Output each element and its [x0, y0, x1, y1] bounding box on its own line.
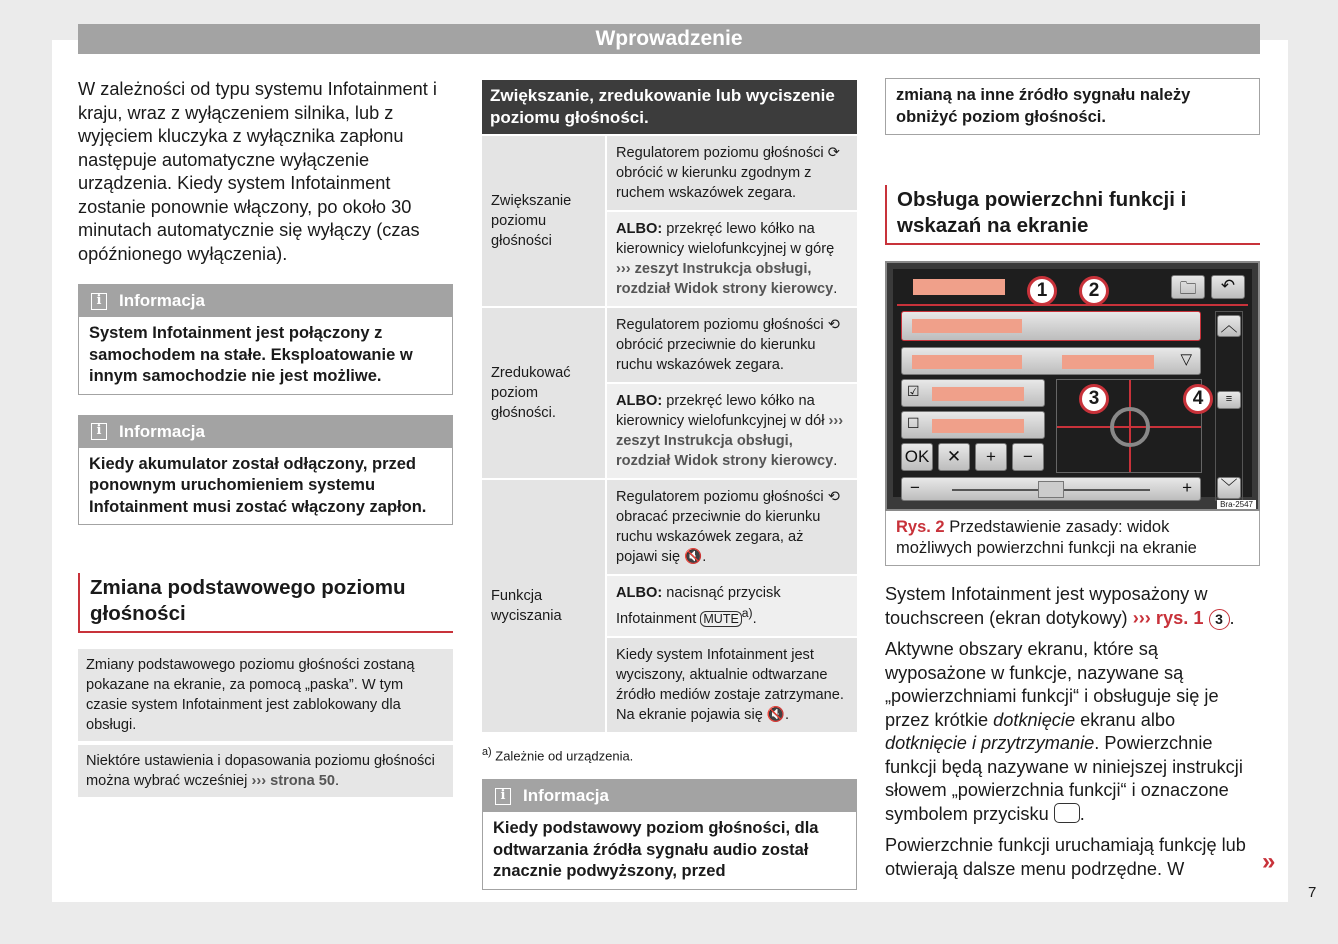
row-label: Zwiększanie poziomu głośności: [482, 136, 605, 306]
paragraph: Aktywne obszary ekranu, które są wyposażone w funkcje, nazywane są „powierzchniami funkcji“ i obsługuje się je przez krótkie dotknięcie ekranu albo dotknięcie i przytrzymanie. Powierzchnie funkcji będą nazywane w niniejszej instrukcji słowem „powierzchnia funkcji“ i oznaczone symbolem przycisku .: [885, 639, 1243, 824]
cell: Kiedy system Infotainment jest wyciszony, aktualnie odtwarzane źródło mediów zostaje zatrzymane. Na ekranie pojawia się 🔇.: [607, 638, 857, 732]
table-row: [482, 136, 857, 210]
page-header: Wprowadzenie: [78, 24, 1260, 54]
paragraph: Powierzchnie funkcji uruchamiają funkcję lub otwierają dalsze menu podrzędne. W: [885, 835, 1246, 879]
info-title: Informacja: [119, 291, 205, 310]
cell: ALBO: przekręć lewo kółko na kierownicy wielofunkcyjnej w dół ››› zeszyt Instrukcja obsługi, rozdział Widok strony kierowcy.: [607, 384, 857, 478]
info-title: Informacja: [119, 421, 205, 441]
table-row: [482, 480, 857, 574]
note-box: Niektóre ustawienia i dopasowania poziomu głośności można wybrać wcześniej ››› strona 50.: [78, 745, 453, 797]
back-icon: ↶: [1211, 275, 1245, 299]
table-header: Zwiększanie, zredukowanie lub wyciszenie poziomu głośności.: [482, 80, 857, 134]
info-box: [78, 284, 453, 395]
footnote: $^{a)}$ Zależnie od urządzenia.: [482, 745, 634, 764]
column-3: [885, 78, 1260, 881]
cell: Regulatorem poziomu głośności ⟳ obrócić w kierunku zgodnym z ruchem wskazówek zegara.: [607, 136, 857, 210]
callout-2: 2: [1079, 276, 1109, 306]
manual-link[interactable]: ››› zeszyt Instrukcja obsługi, rozdział Widok strony kierowcy: [616, 413, 844, 469]
info-text: System Infotainment jest połączony z samochodem na stałe. Eksploatowanie w innym samochodzie nie jest możliwe.: [89, 324, 413, 385]
volume-table: [480, 78, 859, 734]
callout-3: 3: [1079, 384, 1109, 414]
page-number: 7: [1308, 884, 1317, 901]
note-text: Niektóre ustawienia i dopasowania poziomu głośności można wybrać wcześniej: [86, 753, 435, 789]
info-text: zmianą na inne źródło sygnału należy obniżyć poziom głośności.: [896, 86, 1191, 126]
ok-button: OK: [901, 443, 933, 471]
info-box: [482, 779, 857, 890]
info-text: Kiedy akumulator został odłączony, przed ponownym uruchomieniem systemu Infotainment musi zostać włączony zapłon.: [89, 454, 427, 516]
folder-icon: 🗀: [1171, 275, 1205, 299]
info-text: Kiedy podstawowy poziom głośności, dla odtwarzania źródła sygnału audio został znacznie podwyższony, przed: [493, 819, 819, 881]
cell: Regulatorem poziomu głośności ⟲ obrócić przeciwnie do kierunku ruchu wskazówek zegara.: [607, 308, 857, 382]
section-heading: Zmiana podstawowego poziomu głośności: [78, 573, 453, 633]
info-icon: i: [91, 293, 107, 310]
info-box: [78, 415, 453, 526]
screen-figure: 🗀 ↶ ▽ ☑ ☐ OK ✕ + − − + ︿ ≡ ﹀ 1 2 3 4 Bra-2547: [885, 261, 1260, 511]
callout-1: 1: [1027, 276, 1057, 306]
button-symbol-icon: [1054, 803, 1080, 823]
info-box-continued: [885, 78, 1260, 135]
section-heading: Obsługa powierzchni funkcji i wskazań na ekranie: [885, 185, 1260, 245]
info-icon: i: [91, 423, 107, 440]
info-title: Informacja: [523, 786, 609, 806]
paragraph: System Infotainment jest wyposażony w touchscreen (ekran dotykowy) ››› rys. 1 3 .: [885, 584, 1235, 628]
intro-text: W zależności od typu systemu Infotainment i kraju, wraz z wyłączeniem silnika, lub z wyjęciem kluczyka z wyłącznika zapłonu następuje automatyczne wyłączenie urządzenia. Kiedy system Infotainment zostanie ponownie włączony, po około 30 minutach automatycznie się wyłączy (czas opóźnionego wyłączenia).: [78, 79, 437, 264]
note-box: Zmiany podstawowego poziomu głośności zostaną pokazane na ekranie, za pomocą „paska”. W tym czasie system Infotainment jest zablokowany dla obsługi.: [78, 649, 453, 741]
cell: ALBO: przekręć lewo kółko na kierownicy wielofunkcyjnej w górę ››› zeszyt Instrukcja obsługi, rozdział Widok strony kierowcy.: [607, 212, 857, 306]
figure-caption: Rys. 2 Przedstawienie zasady: widok możliwych powierzchni funkcji na ekranie: [885, 511, 1260, 566]
page-link[interactable]: ››› strona 50: [251, 773, 335, 789]
figure-code: Bra-2547: [1217, 500, 1256, 509]
manual-link[interactable]: ››› zeszyt Instrukcja obsługi, rozdział Widok strony kierowcy: [616, 261, 834, 297]
cell: ALBO: nacisnąć przycisk Infotainment MUTE $^{a)}$.: [607, 576, 857, 636]
figure-link[interactable]: ››› rys. 1: [1132, 607, 1204, 628]
row-label: Zredukować poziom głośności.: [482, 308, 605, 478]
column-2: [482, 78, 857, 890]
table-row: [482, 308, 857, 382]
column-1: [78, 78, 453, 797]
row-label: Funkcja wyciszania: [482, 480, 605, 732]
cell: Regulatorem poziomu głośności ⟲ obracać przeciwnie do kierunku ruchu wskazówek zegara, aż pojawi się 🔇.: [607, 480, 857, 574]
info-icon: i: [495, 788, 511, 805]
callout-ref: 3: [1209, 609, 1230, 630]
continue-icon: »: [1262, 848, 1276, 875]
callout-4: 4: [1183, 384, 1213, 414]
mute-key: MUTE: [700, 611, 741, 627]
